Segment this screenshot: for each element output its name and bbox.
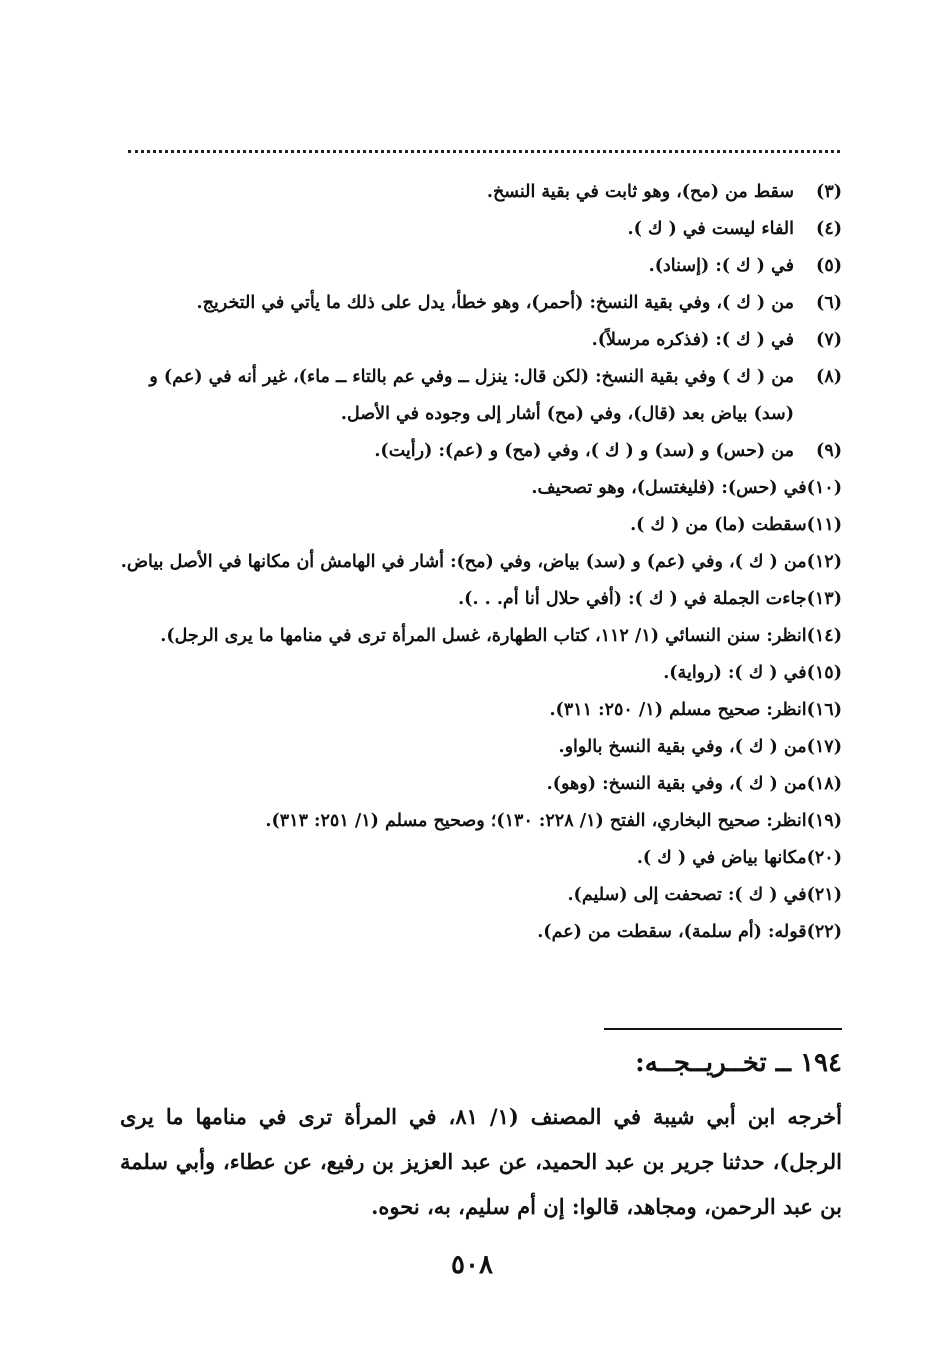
footnote xyxy=(112,322,842,359)
footnote-number: (١١) xyxy=(806,515,842,535)
footnote xyxy=(112,581,842,618)
footnote-number: (١٨) xyxy=(806,774,842,794)
page-number: ٥٠٨ xyxy=(451,1250,493,1280)
footnote xyxy=(112,470,842,507)
footnote xyxy=(112,692,842,729)
footnote-text: من ( ك )، وفي (عم) و (سد) بياض، وفي (مح): أشار في الهامش أن مكانها في الأصل بياض. xyxy=(120,552,807,572)
takhrij-heading: ١٩٤ ــ تخــريــجــه: xyxy=(635,1048,842,1078)
footnote-number: (٧) xyxy=(816,330,842,350)
footnote-text: في (حس): (فليغتسل)، وهو تصحيف. xyxy=(531,478,807,498)
footnote-text: الفاء ليست في ( ك ). xyxy=(627,219,794,239)
footnote xyxy=(112,877,842,914)
footnote-text: قوله: (أم سلمة)، سقطت من (عم). xyxy=(537,922,807,942)
footnote-number: (١٤) xyxy=(806,626,842,646)
takhrij-paragraph: أخرجه ابن أبي شيبة في المصنف (١/ ٨١، في المرأة ترى في منامها ما يرى الرجل)، حدثنا جرير بن عبد الحميد، عن عبد العزيز بن رفيع، عن عطاء، وأبي سلمة بن عبد الرحمن، ومجاهد، قالوا: إن أم سليم، به، نحوه. xyxy=(120,1104,843,1219)
footnote-text: من (حس) و (سد) و ( ك )، وفي (مح) و (عم): (رأيت). xyxy=(374,441,794,461)
footnote xyxy=(112,655,842,692)
footnote-text: في ( ك ): (إسناد). xyxy=(648,256,794,276)
footnote-text: سقطت (ما) من ( ك ). xyxy=(630,515,807,535)
footnote xyxy=(112,433,842,470)
footnotes-list xyxy=(112,174,842,951)
footnote xyxy=(112,840,842,877)
footnote xyxy=(112,914,842,951)
footnote-text: جاءت الجملة في ( ك ): (أفي حلال أنا أم. . .). xyxy=(458,589,807,609)
footnote xyxy=(112,285,842,322)
section-rule xyxy=(604,1028,842,1030)
footnote xyxy=(112,766,842,803)
footnote-number: (١٠) xyxy=(806,478,842,498)
footnote-number: (١٩) xyxy=(806,811,842,831)
footnote xyxy=(112,507,842,544)
footnote-number: (٦) xyxy=(816,293,842,313)
footnote xyxy=(112,211,842,248)
footnote-number: (٥) xyxy=(816,256,842,276)
footnote-number: (١٢) xyxy=(806,552,842,572)
footnote-number: (٢٢) xyxy=(806,922,842,942)
footnote-number: (١٦) xyxy=(806,700,842,720)
footnote-number: (٩) xyxy=(816,441,842,461)
footnote xyxy=(112,803,842,840)
footnote-number: (٢١) xyxy=(806,885,842,905)
footnote xyxy=(112,248,842,285)
footnote-number: (٢٠) xyxy=(806,848,842,868)
footnote-number: (٨) xyxy=(816,367,842,387)
footnote-text: من ( ك )، وفي بقية النسخ: (أحمر)، وهو خطأ، يدل على ذلك ما يأتي في التخريج. xyxy=(196,293,794,313)
footnote-text: في ( ك ): (رواية). xyxy=(663,663,807,683)
footnote-number: (١٥) xyxy=(806,663,842,683)
footnote-text: انظر: سنن النسائي (١/ ١١٢، كتاب الطهارة، غسل المرأة ترى في منامها ما يرى الرجل). xyxy=(160,626,807,646)
footnote xyxy=(112,174,842,211)
footnote-text: انظر: صحيح البخاري، الفتح (١/ ٢٢٨: ١٣٠)؛ وصحيح مسلم (١/ ٢٥١: ٣١٣). xyxy=(265,811,807,831)
footnote-text: انظر: صحيح مسلم (١/ ٢٥٠: ٣١١). xyxy=(549,700,807,720)
footnote-text: في ( ك ): تصحفت إلى (سليم). xyxy=(567,885,807,905)
footnote xyxy=(112,544,842,581)
footnote xyxy=(112,618,842,655)
footnote-number: (٤) xyxy=(816,219,842,239)
footnote-number: (١٧) xyxy=(806,737,842,757)
footnote-text: مكانها بياض في ( ك ). xyxy=(636,848,807,868)
dotted-separator xyxy=(128,150,840,153)
footnote-text: من ( ك )، وفي بقية النسخ: (وهو). xyxy=(546,774,807,794)
footnote-number: (٣) xyxy=(816,182,842,202)
footnote-text: من ( ك ) وفي بقية النسخ: (لكن قال: ينزل ــ وفي عم بالتاء ــ ماء)، غير أنه في (عم) و (سد) بياض بعد (قال)، وفي (مح) أشار إلى وجوده في الأصل. xyxy=(149,367,794,424)
footnote-text: في ( ك ): (فذكره مرسلاً). xyxy=(591,330,794,350)
footnote-number: (١٣) xyxy=(806,589,842,609)
footnote xyxy=(112,359,842,433)
footnote-text: سقط من (مح)، وهو ثابت في بقية النسخ. xyxy=(486,182,794,202)
footnote-text: من ( ك )، وفي بقية النسخ بالواو. xyxy=(558,737,807,757)
footnote xyxy=(112,729,842,766)
